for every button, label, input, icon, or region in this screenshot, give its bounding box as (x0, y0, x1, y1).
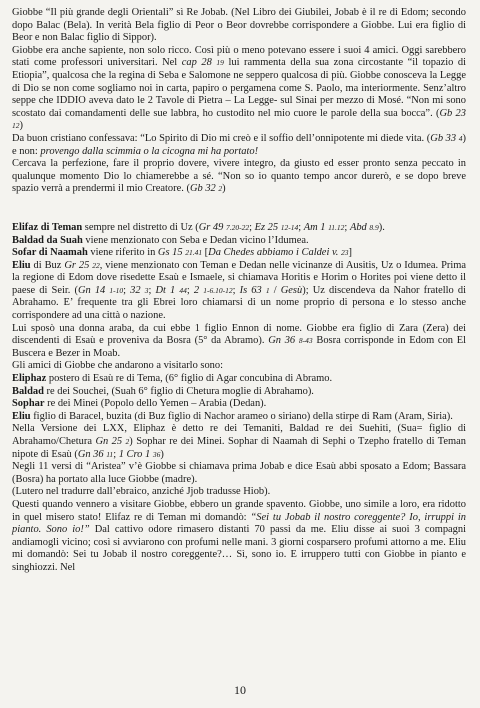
page-number: 10 (234, 683, 246, 697)
paragraph-sofar: Sofar di Naamah viene riferito in Gs 15 21.41 [Da Chedes abbiamo i Caldei v. 23] (12, 247, 353, 259)
paragraph-amici-intro: Gli amici di Giobbe che andarono a visitarlo sono: (12, 360, 224, 372)
paragraph-sposo: Lui sposò una donna araba, da cui ebbe 1 figlio Ennon di nome. Giobbe era figlio di Zara (Zera) dei discendenti di Esaù e proveniva da Bosra (5° da Abramo). Gn 36 8-43 Bosra corrisponde in Edom con El Buscera e Bezer in Moab. (12, 322, 467, 359)
paragraph-lxx: Nella Versione dei LXX, Eliphaz è detto re dei Temaniti, Baldad re dei Suehiti, (Sua= figlio di Abrahamo/Chetura Gn 25 2) Sophar re dei Minei. Sophar di Naamah di Sephi o Tzepho fratello di Teman nipote di Esaù (Gn 36 11; 1 Cro 1 36) (12, 423, 466, 460)
paragraph-visita: Questi quando vennero a visitare Giobbe, ebbero un grande spavento. Giobbe, uno simile a loro, era ridotto in quel misero stato! Elifaz re di Teman mi domandò: “Sei tu Jobab il nostro coreggente? Io, irruppi in pianto. Sono io!” Dal cattivo odore rimasero distanti 70 passi da me. Eliu disse ai suoi 3 compagni andiamogli vicino; così si avviarono con profumi nelle mani. 3 giorni cosparsero profumi attorno a me. Eliu mi domandò: Sei tu Jobab il nostro coreggente?… Sì, sono io. E irruppero tutti con Giobbe in pianto e singhiozzi. Nel (12, 498, 467, 573)
paragraph-sophar: Sophar re dei Minei (Popolo dello Yemen – Arabia (Dedan). (12, 398, 267, 410)
paragraph-eliu: Eliu di Buz Gr 25 22, viene menzionato con Teman e Dedan nelle vicinanze di Ausitis, Uz o Idumea. Prima la regione di Edom dove risedette Esaù e Ismaele, si chiamava Horitis e Horim o Horites poi viene detto il paese di Seir. (Gn 14 1-10; 32 3; Dt 1 44; 2 1-6.10-12; Is 63 1 / Gesù); Uz discendeva da Nahor fratello di Abrahamo. E’ frequente tra gli Ebrei loro chiamarsi di un nome proprio di persona e lo stesso anche corrispondere ad una città o nazione. (12, 259, 467, 322)
section-gap (12, 196, 466, 222)
paragraph-giobbe-jobab: Giobbe “Il più grande degli Orientali” sì Re Jobab. (Nel Libro dei Giubilei, Jobab è il re di Edom; secondo dopo Balac (Bela). In verità Bela figlio di Peor o Beor dovrebbe corrispondere a Giobbe. Lui era figlio di Beor e non Balac figlio di Sippor). (12, 7, 466, 44)
paragraph-baldad-2: Baldad re dei Souchei, (Suah 6° figlio di Chetura moglie di Abrahamo). (12, 385, 314, 397)
paragraph-perfezione: Cercava la perfezione, fare il proprio dovere, vivere integro, da giusto ed esser pronto senza peccato in qualunque momento Dio lo chiamerebbe a sé. “Non so io quanto tempo ancor durerò, e se dopo breve spazio verrà a prendermi il mio Creatore. (Gb 32 2) (12, 158, 466, 195)
paragraph-elifaz: Elifaz di Teman sempre nel distretto di Uz (Gr 49 7.20-22; Ez 25 12-14; Am 1 11.12; Abd 8.9). (12, 221, 385, 233)
paragraph-lutero: (Lutero nel tradurre dall’ebraico, anziché Jjob tradusse Hiob). (12, 486, 271, 498)
paragraph-eliphaz: Eliphaz postero di Esaù re di Tema, (6° figlio di Agar concubina di Abramo. (12, 373, 333, 385)
paragraph-confessava: Da buon cristiano confessava: “Lo Spirito di Dio mi creò e il soffio dell’onnipotente mi diede vita. (Gb 33 4) e non: provengo dalla scimmia o la cicogna mi ha portato! (12, 132, 466, 157)
paragraph-sapiente: Giobbe era anche sapiente, non solo ricco. Così più o meno potevano essere i suoi 4 amici. Oggi sarebbero stati come professori universitari. Nel cap 28 19 lui rammenta della sua zona circostante “il topazio di Etiopia”, qualcosa che la regina di Seba e Salomone ne seppero qualcosa di più. Giobbe conosceva la Legge di Dio se non come sogliamo noi in carta, papiro o pergamena come S. Paolo, ma interiormente. Senz’altro seppe che IDDIO aveva dato le 2 Tavole di Pietra – La Legge- sul Sinai per mezzo di Mosé. “Non mi sono scostato dai comandamenti delle sue labbra, ho custodito nel mio cuore le parole della sua bocca”. (Gb 23 12) (12, 44, 467, 132)
paragraph-aristea: Negli 11 versi di “Aristea” v’è Giobbe si chiamava prima Jobab e dice Esaù abbi sposato a Edom; Bassara (Bosra) ha portato alla luce Giobbe (madre). (12, 461, 466, 485)
paragraph-eliu-2: Eliu figlio di Baracel, buzita (di Buz figlio di Nachor arameo o siriano) della stirpe di Ram (Aram, Siria). (12, 410, 453, 422)
paragraph-baldad: Baldad da Suah viene menzionato con Seba e Dedan vicino l’Idumea. (12, 234, 309, 246)
